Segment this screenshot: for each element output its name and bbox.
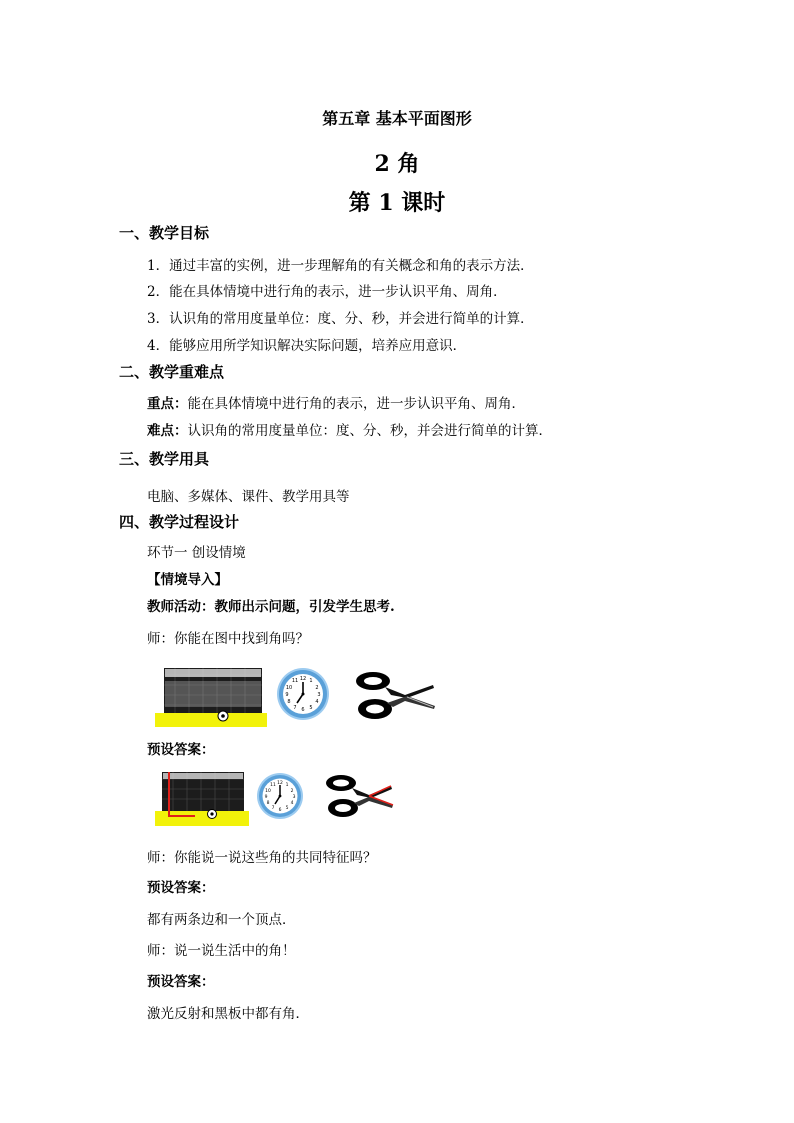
svg-text:3: 3 bbox=[317, 692, 321, 698]
scissors-image bbox=[356, 672, 435, 719]
svg-text:7: 7 bbox=[271, 806, 275, 811]
svg-text:5: 5 bbox=[285, 806, 289, 811]
period-title: 第 1 课时 bbox=[348, 190, 446, 216]
figure-row-2 bbox=[155, 766, 395, 826]
figure-images-1 bbox=[155, 661, 445, 727]
svg-text:1: 1 bbox=[309, 678, 313, 684]
lesson-title: 2 角 bbox=[374, 151, 420, 177]
soccer-goal-answer-image bbox=[155, 766, 249, 826]
svg-text:11: 11 bbox=[270, 783, 276, 788]
section-process-title: 四、教学过程设计 bbox=[119, 513, 240, 531]
situation-label: 【情境导入】 bbox=[147, 572, 228, 588]
svg-text:9: 9 bbox=[264, 795, 268, 800]
answer-2: 都有两条边和一个顶点． bbox=[147, 912, 296, 928]
answer-label-2: 预设答案： bbox=[147, 880, 215, 896]
step-1-title: 环节一 创设情境 bbox=[147, 545, 246, 561]
teacher-activity: 教师活动：教师出示问题，引发学生思考. bbox=[147, 599, 395, 615]
goal-item-3: 3．认识角的常用度量单位：度、分、秒，并会进行简单的计算． bbox=[147, 311, 534, 327]
goal-item-1: 1．通过丰富的实例，进一步理解角的有关概念和角的表示方法． bbox=[147, 258, 534, 274]
svg-text:2: 2 bbox=[315, 685, 319, 691]
svg-text:2: 2 bbox=[290, 789, 294, 794]
key-point-text: 能在具体情境中进行角的表示，进一步认识平角、周角． bbox=[187, 396, 525, 412]
svg-text:12: 12 bbox=[299, 676, 307, 682]
svg-text:4: 4 bbox=[315, 699, 319, 705]
goal-item-4: 4．能够应用所学知识解决实际问题，培养应用意识． bbox=[147, 338, 467, 354]
scissors-answer-image bbox=[326, 775, 393, 817]
svg-text:12: 12 bbox=[277, 781, 283, 786]
section-keypoints-title: 二、教学重难点 bbox=[119, 363, 225, 381]
answer-3: 激光反射和黑板中都有角． bbox=[147, 1006, 309, 1022]
svg-text:3: 3 bbox=[292, 795, 296, 800]
question-3: 师：说一说生活中的角！ bbox=[147, 943, 296, 959]
answer-label-3: 预设答案： bbox=[147, 974, 215, 990]
figure-row-1 bbox=[155, 661, 445, 727]
figure-images-2 bbox=[155, 766, 395, 826]
svg-text:9: 9 bbox=[285, 692, 289, 698]
difficult-point bbox=[147, 419, 552, 439]
soccer-goal-image bbox=[155, 661, 267, 727]
svg-text:7: 7 bbox=[293, 705, 297, 711]
svg-text:11: 11 bbox=[291, 678, 299, 684]
svg-text:6: 6 bbox=[278, 808, 282, 813]
question-2: 师：你能说一说这些角的共同特征吗？ bbox=[147, 850, 377, 866]
question-1: 师：你能在图中找到角吗？ bbox=[147, 631, 309, 647]
svg-text:5: 5 bbox=[309, 705, 313, 711]
difficult-point-label: 难点： bbox=[147, 423, 188, 439]
key-point bbox=[147, 392, 525, 412]
clock-answer-image bbox=[257, 773, 303, 819]
section-tools-title: 三、教学用具 bbox=[119, 450, 210, 468]
svg-text:1: 1 bbox=[285, 783, 289, 788]
difficult-point-text: 认识角的常用度量单位：度、分、秒，并会进行简单的计算． bbox=[187, 423, 552, 439]
section-goals-title: 一、教学目标 bbox=[119, 224, 210, 242]
svg-text:8: 8 bbox=[287, 699, 291, 705]
svg-text:10: 10 bbox=[285, 685, 293, 691]
svg-text:6: 6 bbox=[301, 707, 305, 713]
svg-text:10: 10 bbox=[265, 789, 271, 794]
tools-text: 电脑、多媒体、课件、教学用具等 bbox=[147, 489, 350, 505]
goal-item-2: 2．能在具体情境中进行角的表示，进一步认识平角、周角． bbox=[147, 284, 507, 300]
chapter-title: 第五章 基本平面图形 bbox=[322, 109, 472, 128]
svg-text:8: 8 bbox=[266, 801, 270, 806]
svg-text:4: 4 bbox=[290, 801, 294, 806]
key-point-label: 重点： bbox=[147, 396, 188, 412]
clock-image bbox=[277, 668, 329, 720]
answer-label-1: 预设答案： bbox=[147, 742, 215, 758]
